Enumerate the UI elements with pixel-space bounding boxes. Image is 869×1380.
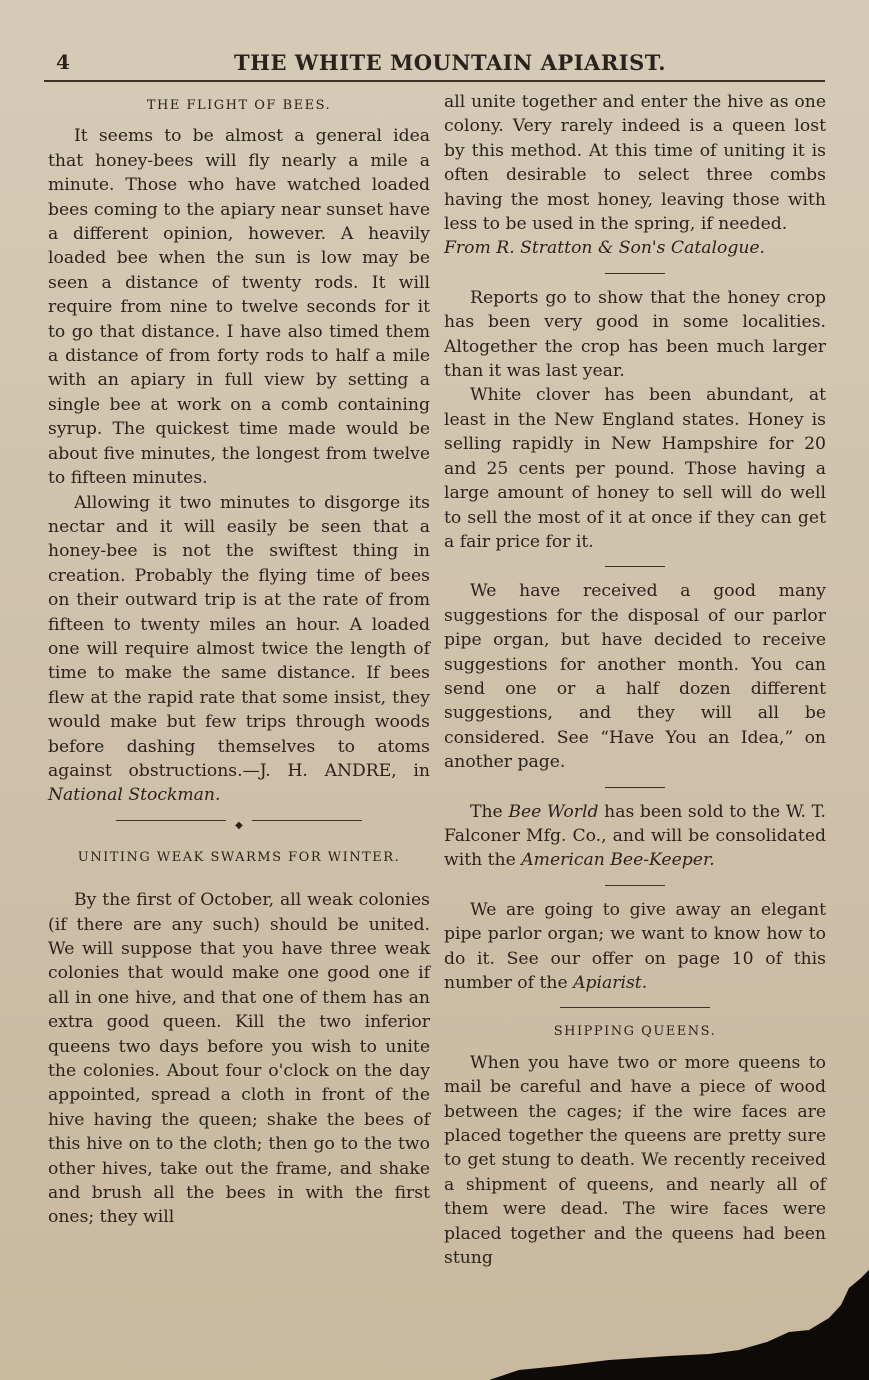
reports-paragraph-1: Reports go to show that the honey crop has been very good in some localities. Altogether the crop has been much larger than it was last year. <box>444 287 826 382</box>
divider <box>605 787 665 788</box>
torn-paper-damage <box>489 1270 869 1380</box>
divider <box>605 273 665 274</box>
reports-paragraph-2: White clover has been abundant, at least in the New England states. Honey is selling rapidly in New Hampshire for 20 and 25 cents per pound. Those having a large amount of honey to sell will do well to sell the most of it at once if they can get a fair price for it. <box>444 385 826 552</box>
running-title: THE WHITE MOUNTAIN APIARIST. <box>234 50 667 75</box>
flight-paragraph-2-text: Allowing it two minutes to disgorge its nectar and it will easily be seen that a honey-bee is not the swiftest thing in creation. Probably the flying time of bees on their outward trip is at the rate of from fifteen to twenty miles an hour. A loaded one will require almost twice the length of time to make the same distance. If bees flew at the rapid rate that some insist, they would make but few trips through woods before dashing themselves to atoms against obstructions.—J. H. ANDRE, in <box>48 492 430 781</box>
flight-source: National Stockman. <box>48 785 221 806</box>
flight-paragraph-2 <box>48 491 430 808</box>
page-header <box>44 46 825 82</box>
article-title-shipping-queens: SHIPPING QUEENS. <box>553 1024 717 1040</box>
apiarist-title: Apiarist. <box>573 973 648 993</box>
uniting-paragraph-1: By the first of October, all weak colonies (if there are any such) should be united. We will suppose that you have three weak colonies that would make one good one if all in one hive, and that one of them has an extra good queen. Kill the two inferior queens two days before you wish to unite the colonies. About four o'clock on the day appointed, spread a cloth in front of the hive having the queen; shake the bees of this hive on to the cloth; then go to the two other hives, take out the frame, and shake and brush all the bees in with the first ones; they will <box>48 890 430 1228</box>
section-ornament <box>48 814 430 831</box>
ornament-glyph: ◆ <box>235 819 243 831</box>
american-bee-keeper-title: American Bee-Keeper. <box>521 850 715 871</box>
bee-world-paragraph <box>444 800 826 873</box>
shipping-paragraph-1: When you have two or more queens to mail be careful and have a piece of wood between the cages; if the wire faces are placed together the queens are pretty sure to get stung to death. We recently received a shipment of queens, and nearly all of them were dead. The wire faces were placed together and the queens had been stung <box>444 1052 826 1269</box>
article-title-uniting-swarms: UNITING WEAK SWARMS FOR WINTER. <box>77 849 401 865</box>
uniting-continued: all unite together and enter the hive as one colony. Very rarely indeed is a queen lost by this method. At this time of uniting it is often desirable to select three combs having the most honey, leaving those with less to be used in the spring, if needed. <box>444 92 826 235</box>
divider-long <box>560 1007 710 1008</box>
bee-world-mid: has been sold to the W. T. Falconer Mfg. Co., and will be consolidated with the <box>444 801 826 871</box>
bee-world-title: Bee World <box>508 801 599 822</box>
divider <box>605 885 665 886</box>
page-number: 4 <box>56 50 70 74</box>
flight-paragraph-1: It seems to be almost a general idea that honey-bees will fly nearly a mile a minute. Those who have watched loaded bees coming to the apiary near sunset have a different opinion, however. A heavily loaded bee when the sun is low may be seen a distance of twenty rods. It will require from nine to twelve seconds for it to go that distance. I have also timed them a distance of from forty rods to half a mile with an apiary in full view by setting a single bee at work on a comb containing syrup. The quickest time made would be about five minutes, the longest from twelve to fifteen minutes. <box>48 126 430 489</box>
organ-suggestions-paragraph: We have received a good many suggestions for the disposal of our parlor pipe organ, but have decided to receive suggestions for another month. You can send one or a half dozen different suggestions, and they will all be considered. See “Have You an Idea,” on another page. <box>444 581 826 773</box>
organ-giveaway-text: We are going to give away an elegant pipe parlor organ; we want to know how to do it. See our offer on page 10 of this number of the <box>444 899 826 993</box>
divider <box>605 566 665 567</box>
organ-giveaway-paragraph <box>444 898 826 996</box>
right-column <box>444 90 826 1270</box>
left-column <box>48 90 430 1230</box>
uniting-source: From R. Stratton & Son's Catalogue. <box>444 238 766 259</box>
article-title-flight-of-bees: THE FLIGHT OF BEES. <box>146 98 332 113</box>
bee-world-pre: The <box>470 801 503 822</box>
